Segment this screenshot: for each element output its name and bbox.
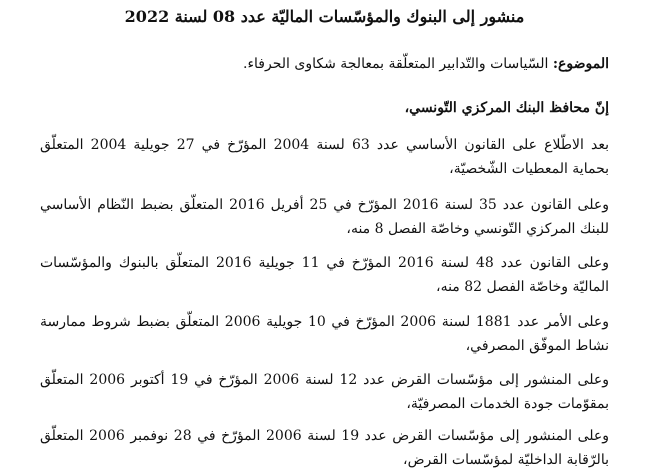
intro-line: إنّ محافظ البنك المركزي التّونسي، (404, 100, 609, 116)
subject-label: الموضوع: (552, 56, 609, 72)
document-title: منشور إلى البنوك والمؤسّسات الماليّة عدد 08 لسنة 2022 (124, 7, 525, 26)
paragraph: وعلى القانون عدد 48 لسنة 2016 المؤرّخ في 11 جويلية 2016 المتعلّق بالبنوك والمؤسّسات الماليّة وخاصّة الفصل 82 منه، (40, 255, 609, 295)
subject-text: السّياسات والتّدابير المتعلّقة بمعالجة شكاوى الحرفاء. (243, 56, 549, 72)
paragraph: وعلى المنشور إلى مؤسّسات القرض عدد 19 لسنة 2006 المؤرّخ في 28 نوفمبر 2006 المتعلّق بالرّقابة الداخليّة لمؤسّسات القرض، (40, 428, 609, 468)
subject-line (243, 54, 609, 74)
paragraph: وعلى المنشور إلى مؤسّسات القرض عدد 12 لسنة 2006 المؤرّخ في 19 أكتوبر 2006 المتعلّق بمقوّمات جودة الخدمات المصرفيّة، (40, 372, 609, 412)
paragraph: وعلى القانون عدد 35 لسنة 2016 المؤرّخ في 25 أفريل 2016 المتعلّق بضبط النّظام الأساسي للبنك المركزي التّونسي وخاصّة الفصل 8 منه، (40, 197, 609, 237)
paragraph: وعلى الأمر عدد 1881 لسنة 2006 المؤرّخ في 10 جويلية 2006 المتعلّق بضبط شروط ممارسة نشاط الموفّق المصرفي، (40, 314, 609, 354)
paragraph: بعد الاطّلاع على القانون الأساسي عدد 63 لسنة 2004 المؤرّخ في 27 جويلية 2004 المتعلّق بحماية المعطيات الشّخصيّة، (40, 137, 609, 177)
